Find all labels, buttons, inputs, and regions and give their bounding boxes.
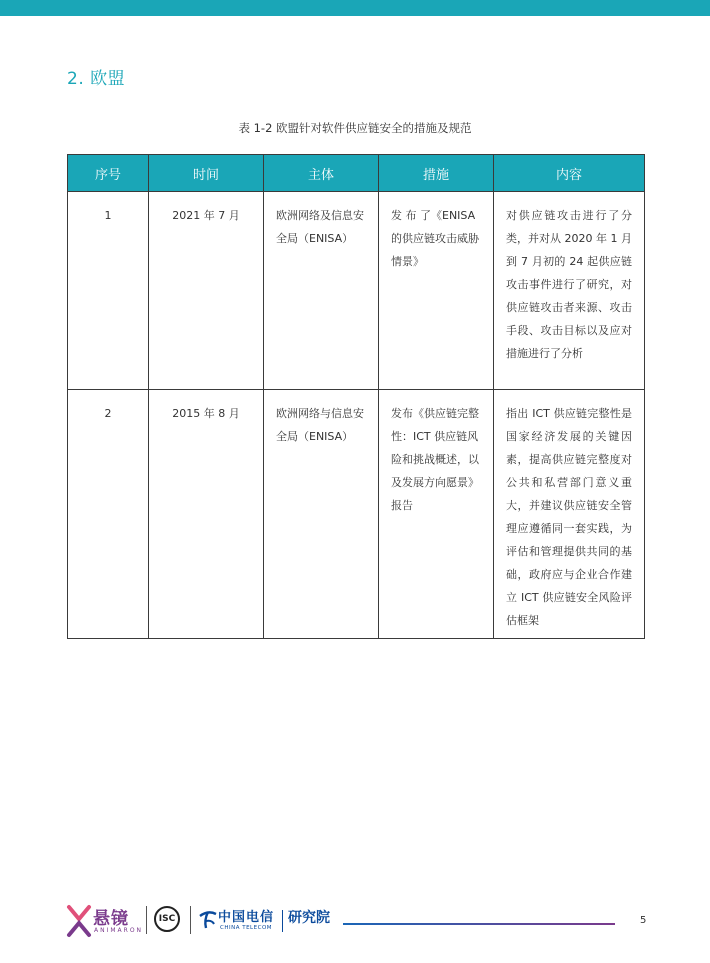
cell-content: 指出 ICT 供应链完整性是国家经济发展的关键因素，提高供应链完整度对公共和私营部门意义重大，并建议供应链安全管理应遵循同一套实践，为评估和管理提供共同的基础，政府应与企业合作建立 ICT 供应链安全风险评估框架	[494, 390, 645, 639]
footer-separator	[282, 910, 283, 932]
cell-measure: 发 布 了《ENISA 的供应链攻击威胁情景》	[379, 192, 494, 390]
footer-separator	[146, 906, 147, 934]
table-row	[68, 192, 645, 390]
header-time: 时间	[149, 155, 264, 192]
footer-separator	[190, 906, 191, 934]
china-telecom-mark-icon	[198, 908, 218, 930]
cell-content: 对供应链攻击进行了分类，并对从 2020 年 1 月到 7 月初的 24 起供应链攻击事件进行了研究，对供应链攻击者来源、攻击手段、攻击目标以及应对措施进行了分析	[494, 192, 645, 390]
cell-time: 2015 年 8 月	[149, 390, 264, 639]
cell-measure: 发布《供应链完整 性：ICT 供应链风险和挑战概述，以及发展方向愿景》报告	[379, 390, 494, 639]
section-title: 2. 欧盟	[67, 69, 126, 89]
table-header-row	[68, 155, 645, 192]
header-content: 内容	[494, 155, 645, 192]
china-telecom-text: 中国电信	[218, 910, 275, 925]
table-caption: 表 1-2 欧盟针对软件供应链安全的措施及规范	[238, 121, 472, 135]
footer-rule	[343, 923, 615, 925]
isc-logo: ISC	[154, 906, 180, 932]
xuanjing-logo	[66, 902, 146, 940]
xuanjing-logo-subtext: ANIMARON	[94, 927, 144, 934]
header-subject: 主体	[264, 155, 379, 192]
header-no: 序号	[68, 155, 149, 192]
cell-no: 2	[68, 390, 149, 639]
page-footer	[66, 902, 646, 942]
cell-time: 2021 年 7 月	[149, 192, 264, 390]
xuanjing-mark-icon	[66, 904, 92, 938]
xuanjing-logo-text: 悬镜	[93, 909, 129, 929]
china-telecom-subtext: CHINA TELECOM	[220, 925, 273, 931]
cell-subject: 欧洲网络与信息安全局（ENISA）	[264, 390, 379, 639]
header-measure: 措施	[379, 155, 494, 192]
page-number: 5	[640, 915, 647, 926]
cell-subject: 欧洲网络及信息安全局（ENISA）	[264, 192, 379, 390]
top-accent-bar	[0, 0, 710, 16]
research-institute-text: 研究院	[288, 910, 330, 926]
table-row	[68, 390, 645, 639]
cell-no: 1	[68, 192, 149, 390]
measures-table	[67, 154, 645, 639]
